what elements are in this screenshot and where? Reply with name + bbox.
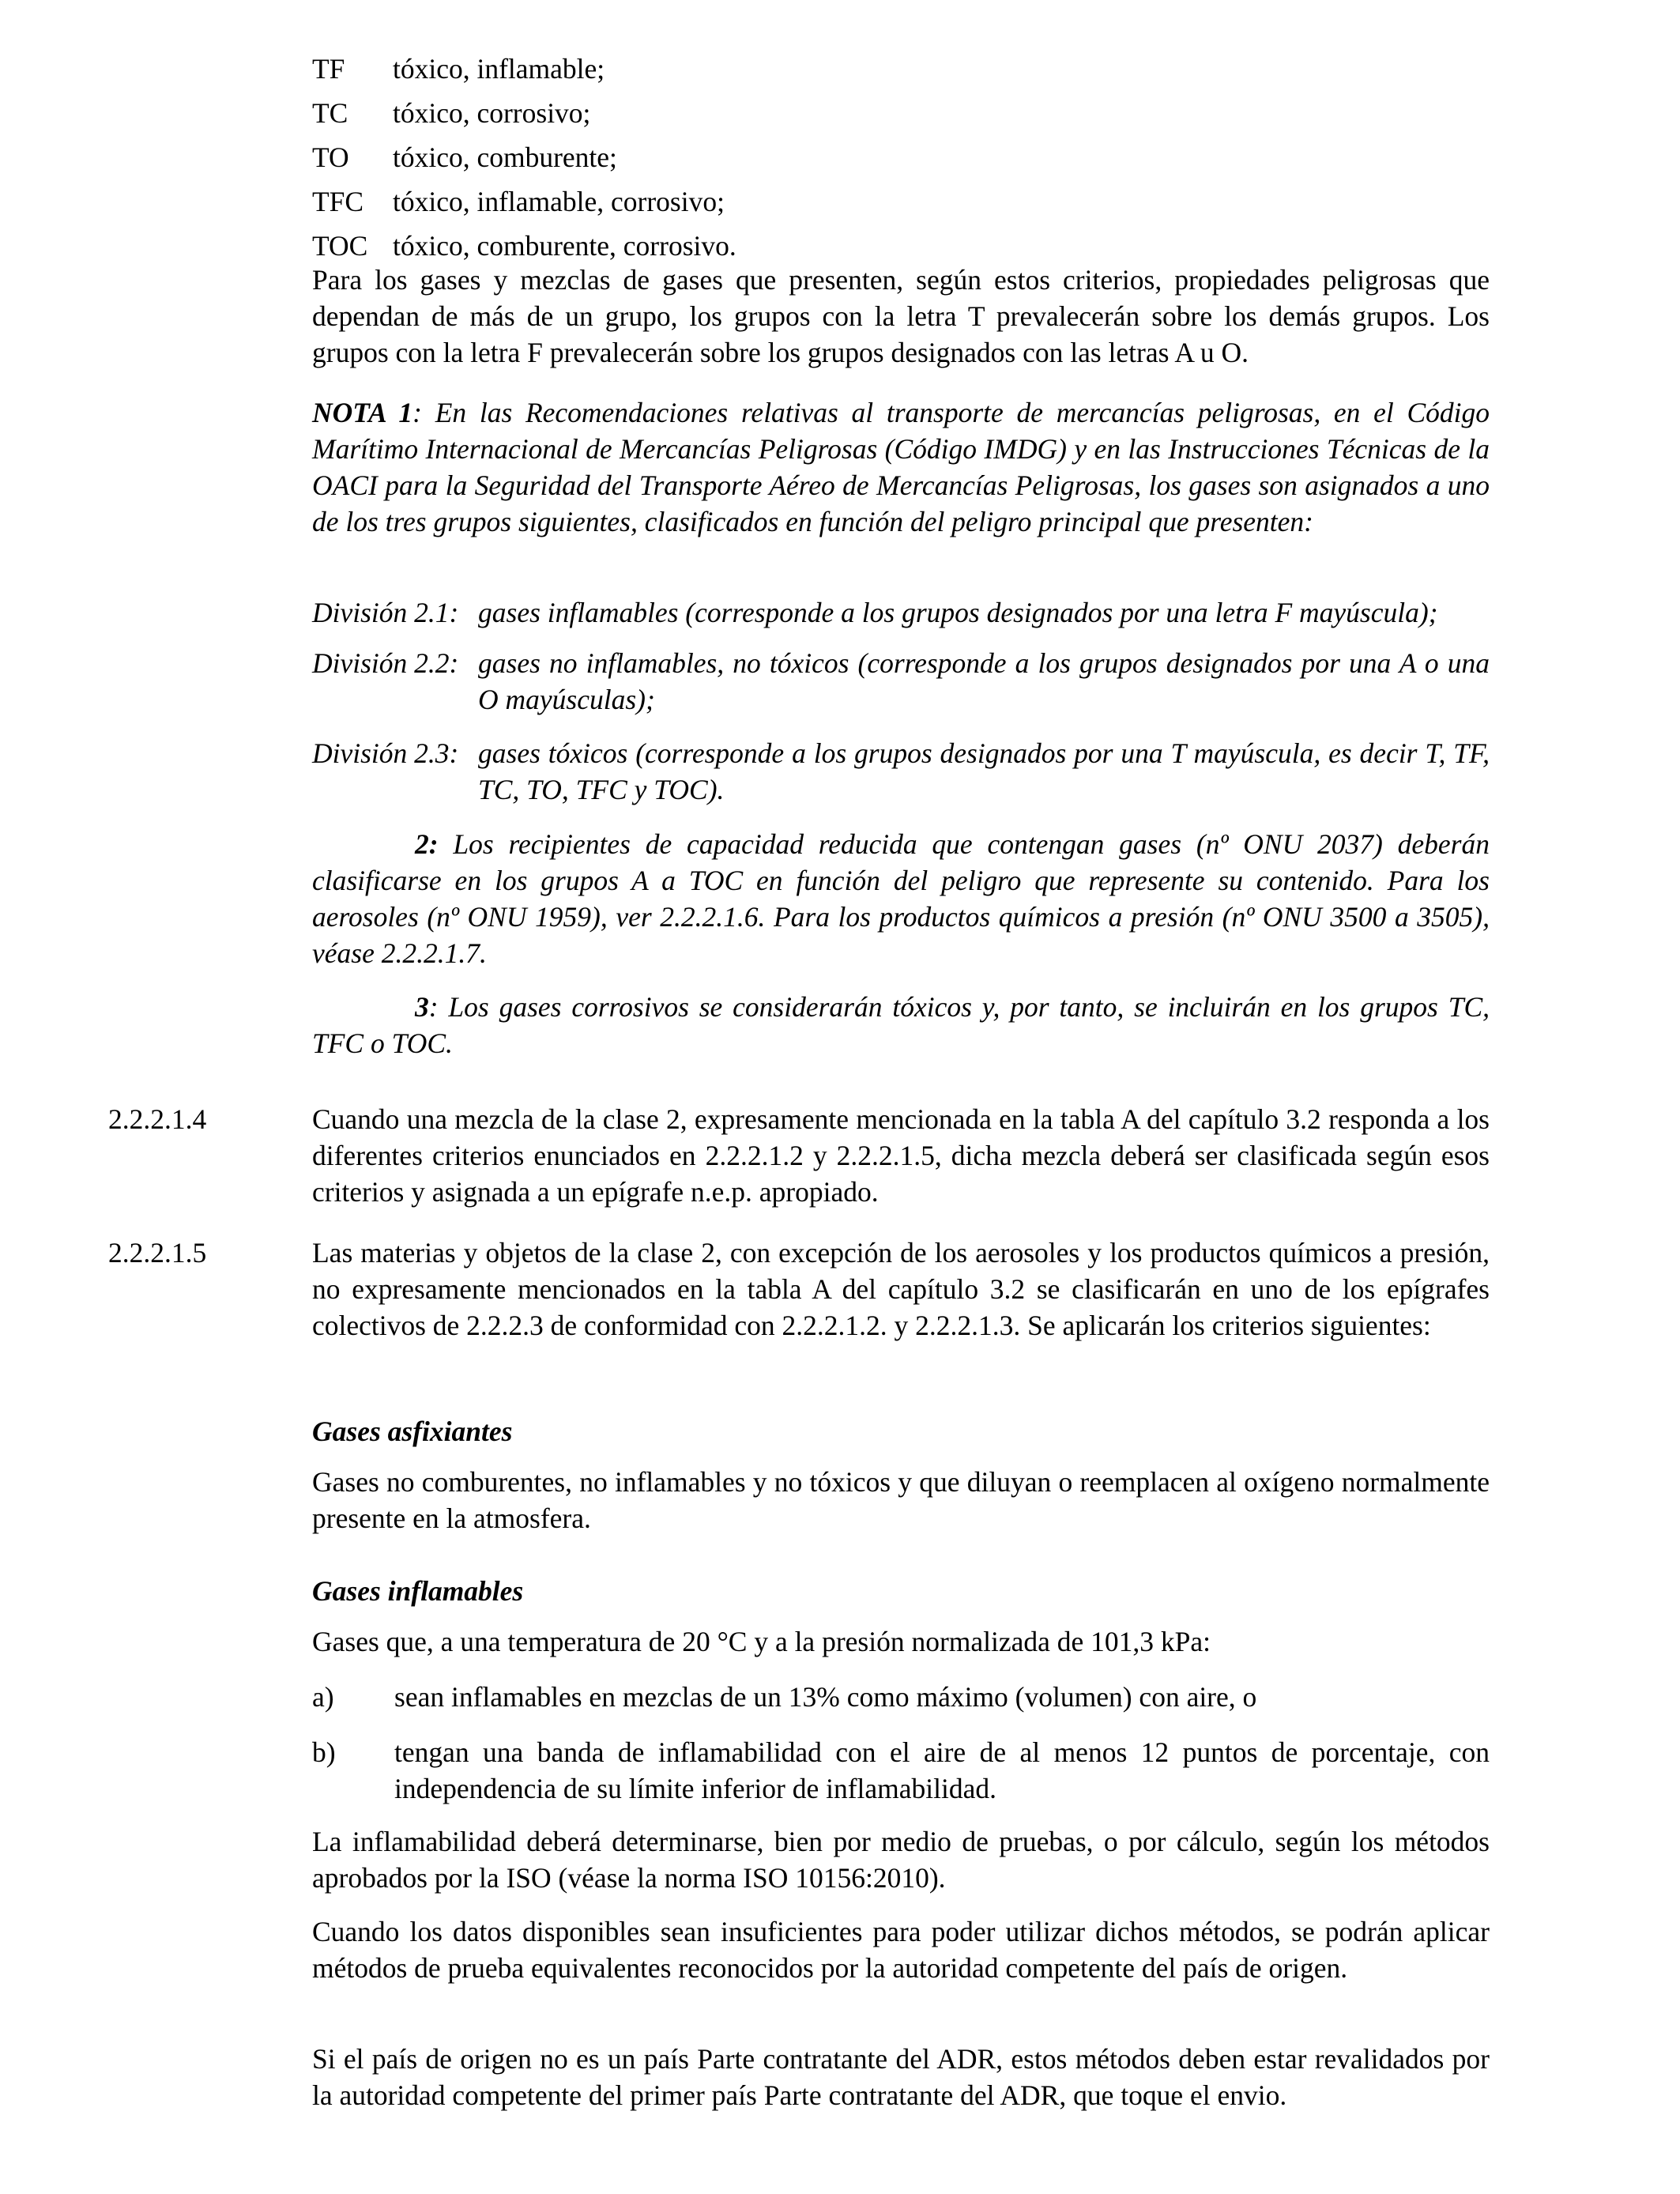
asphyxiant-text: Gases no comburentes, no inflamables y no tóxicos y que diluyan o reemplacen al oxígeno normalmente presente en la atmosfera. xyxy=(312,1466,1490,1534)
division-text: gases no inflamables, no tóxicos (corresponde a los grupos designados por una A o una O mayúsculas); xyxy=(478,647,1490,715)
group-codes-list xyxy=(312,51,736,272)
group-code: TC xyxy=(312,97,348,129)
group-code-description: tóxico, inflamable, corrosivo; xyxy=(393,186,725,217)
note-1-label: NOTA 1 xyxy=(312,397,413,428)
list-item xyxy=(312,1734,1490,1807)
list-item-text: sean inflamables en mezclas de un 13% como máximo (volumen) con aire, o xyxy=(394,1681,1257,1713)
note-3-label: 3 xyxy=(415,991,429,1023)
flammable-intro: Gases que, a una temperatura de 20 °C y a la presión normalizada de 101,3 kPa: xyxy=(312,1626,1211,1657)
group-code: TO xyxy=(312,141,349,173)
group-code: TOC xyxy=(312,230,368,262)
group-code-row xyxy=(312,183,736,228)
note-1 xyxy=(312,394,1490,540)
section-number: 2.2.2.1.4 xyxy=(108,1103,207,1135)
group-code-description: tóxico, comburente, corrosivo. xyxy=(393,230,736,262)
note-1-text: : En las Recomendaciones relativas al transporte de mercancías peligrosas, en el Código Marítimo Internacional de Mercancías Peligrosas (Código IMDG) y en las Instrucciones Técnicas de la OACI para la Seguridad del Transporte Aéreo de Mercancías Peligrosas, los gases son asignados a uno de los tres grupos siguientes, clasificados en función del peligro principal que presenten: xyxy=(312,397,1490,537)
division-label: División 2.3: xyxy=(312,737,459,769)
note-3-text: : Los gases corrosivos se considerarán tóxicos y, por tanto, se incluirán en los grupos TC, TFC o TOC. xyxy=(312,991,1490,1059)
group-code: TFC xyxy=(312,186,364,217)
flammable-heading: Gases inflamables xyxy=(312,1575,524,1607)
note-3 xyxy=(312,989,1490,1061)
note-2-label: 2: xyxy=(415,828,439,860)
division-label: División 2.2: xyxy=(312,647,459,679)
division-row xyxy=(312,594,1490,631)
division-text: gases inflamables (corresponde a los grupos designados por una letra F mayúscula); xyxy=(478,597,1438,628)
group-code-description: tóxico, comburente; xyxy=(393,141,617,173)
group-code-row xyxy=(312,139,736,183)
group-code-row xyxy=(312,51,736,95)
group-code-description: tóxico, inflamable; xyxy=(393,53,605,85)
group-code-row xyxy=(312,95,736,139)
list-item-label: a) xyxy=(312,1681,334,1713)
list-item-label: b) xyxy=(312,1736,336,1768)
note-2-text: Los recipientes de capacidad reducida que contengan gases (nº ONU 2037) deberán clasificarse en los grupos A a TOC en función del peligro que represente su contenido. Para los aerosoles (nº ONU 1959), ver 2.2.2.1.6. Para los productos químicos a presión (nº ONU 3500 a 3505), véase 2.2.2.1.7. xyxy=(312,828,1490,969)
list-item-text: tengan una banda de inflamabilidad con el aire de al menos 12 puntos de porcentaje, con independencia de su límite inferior de inflamabilidad. xyxy=(394,1736,1490,1804)
asphyxiant-heading: Gases asfixiantes xyxy=(312,1416,513,1447)
section-number: 2.2.2.1.5 xyxy=(108,1237,207,1269)
flammability-method-paragraph: La inflamabilidad deberá determinarse, bien por medio de pruebas, o por cálculo, según los métodos aprobados por la ISO (véase la norma ISO 10156:2010). xyxy=(312,1826,1490,1894)
note-2 xyxy=(312,826,1490,971)
division-row xyxy=(312,645,1490,718)
precedence-paragraph: Para los gases y mezclas de gases que presenten, según estos criterios, propiedades peligrosas que dependan de más de un grupo, los grupos con la letra T prevalecerán sobre los demás grupos. Los grupos con la letra F prevalecerán sobre los grupos designados con las letras A u O. xyxy=(312,264,1490,368)
revalidation-paragraph: Si el país de origen no es un país Parte contratante del ADR, estos métodos deben estar revalidados por la autoridad competente del primer país Parte contratante del ADR, que toque el envio. xyxy=(312,2043,1490,2111)
division-row xyxy=(312,735,1490,808)
list-item xyxy=(312,1679,1490,1715)
section-2-2-2-1-4-text: Cuando una mezcla de la clase 2, expresamente mencionada en la tabla A del capítulo 3.2 responda a los diferentes criterios enunciados en 2.2.2.1.2 y 2.2.2.1.5, dicha mezcla deberá ser clasificada según esos criterios y asignada a un epígrafe n.e.p. apropiado. xyxy=(312,1103,1490,1208)
equivalent-methods-paragraph: Cuando los datos disponibles sean insuficientes para poder utilizar dichos métodos, se podrán aplicar métodos de prueba equivalentes reconocidos por la autoridad competente del país de origen. xyxy=(312,1916,1490,1984)
division-label: División 2.1: xyxy=(312,597,459,628)
division-text: gases tóxicos (corresponde a los grupos designados por una T mayúscula, es decir T, TF, TC, TO, TFC y TOC). xyxy=(478,737,1490,805)
group-code: TF xyxy=(312,53,345,85)
section-2-2-2-1-5-text: Las materias y objetos de la clase 2, con excepción de los aerosoles y los productos químicos a presión, no expresamente mencionados en la tabla A del capítulo 3.2 se clasificarán en uno de los epígrafes colectivos de 2.2.2.3 de conformidad con 2.2.2.1.2. y 2.2.2.1.3. Se aplicarán los criterios siguientes: xyxy=(312,1237,1490,1341)
group-code-description: tóxico, corrosivo; xyxy=(393,97,591,129)
